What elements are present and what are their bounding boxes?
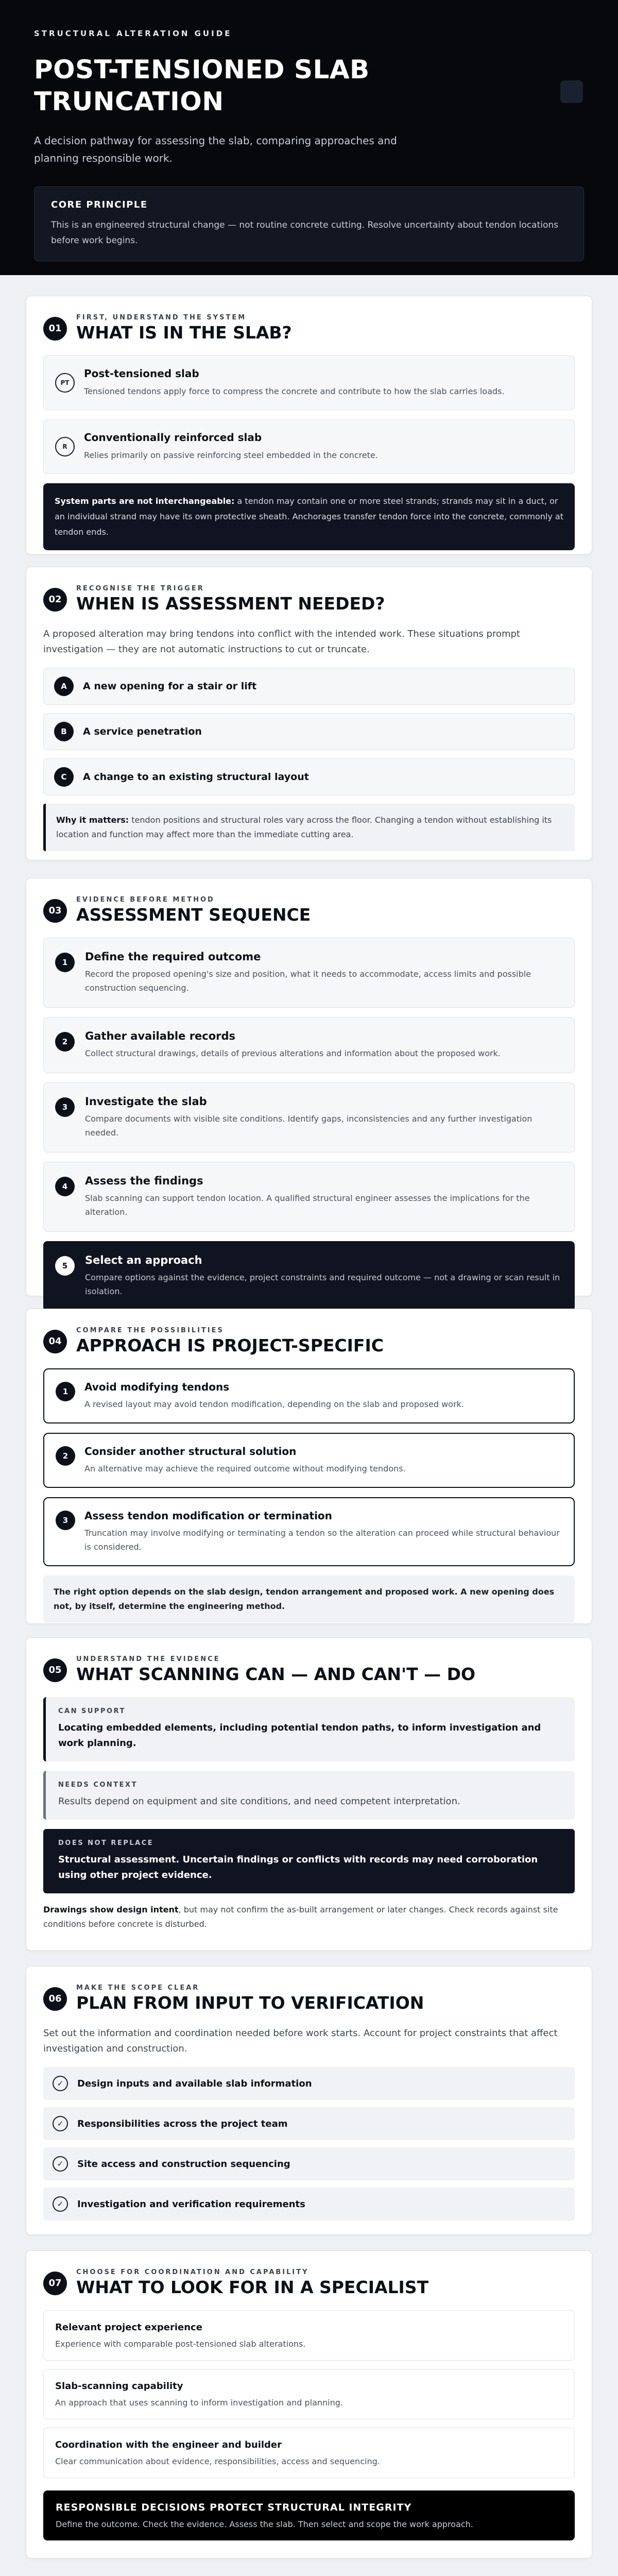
step-number: 4 bbox=[55, 1177, 75, 1196]
checklist-item bbox=[43, 2147, 575, 2180]
step-number: 5 bbox=[55, 1256, 75, 1276]
approach-note: The right option depends on the slab design, tendon arrangement and proposed work. A new opening does not, by itself, determine the engineering method. bbox=[43, 1575, 575, 1623]
section-plan bbox=[26, 1966, 592, 2235]
step-item bbox=[43, 1017, 575, 1073]
step-desc: Collect structural drawings, details of previous alterations and information about the proposed work. bbox=[85, 1048, 501, 1058]
checklist-text: Site access and construction sequencing bbox=[77, 2158, 290, 2170]
section-number: 04 bbox=[43, 1330, 67, 1353]
step-title: Gather available records bbox=[85, 1030, 236, 1042]
criterion-desc: Experience with comparable post-tensioned slab alterations. bbox=[55, 2339, 306, 2349]
option-reinforced bbox=[43, 419, 575, 474]
note-text: tendon positions and structural roles vary across the floor. Changing a tendon without establishing its location and function may affect more than the immediate cutting area. bbox=[56, 815, 552, 839]
footnote-text: , but may not confirm the as-built arrangement or later changes. Check records against site conditions before concrete is disturbed. bbox=[43, 1905, 558, 1929]
r-badge-icon: R bbox=[55, 437, 75, 456]
hero-lead: A decision pathway for assessing the slab, comparing approaches and planning responsible work. bbox=[34, 134, 397, 164]
checklist-item bbox=[43, 2067, 575, 2100]
section-intro: A proposed alteration may bring tendons into conflict with the intended work. These situations prompt investigation — they are not automatic instructions to cut or truncate. bbox=[43, 629, 520, 655]
page-title-line2: TRUNCATION bbox=[34, 87, 224, 116]
approach-option bbox=[43, 1433, 575, 1488]
list-item bbox=[43, 758, 575, 795]
option-title: Conventionally reinforced slab bbox=[84, 431, 262, 444]
criterion-title: Slab-scanning capability bbox=[55, 2381, 183, 2392]
pt-badge-icon: PT bbox=[55, 373, 75, 393]
section-title: WHAT SCANNING CAN — AND CAN'T — DO bbox=[76, 1664, 476, 1684]
section-title: PLAN FROM INPUT TO VERIFICATION bbox=[76, 1993, 424, 2013]
scan-label: DOES NOT REPLACE bbox=[58, 1839, 154, 1847]
list-item bbox=[43, 668, 575, 705]
scan-can-support bbox=[43, 1697, 575, 1761]
scan-label: NEEDS CONTEXT bbox=[58, 1781, 138, 1789]
check-icon: ✓ bbox=[53, 2156, 68, 2172]
step-title: Assess the findings bbox=[85, 1175, 203, 1187]
section-title: ASSESSMENT SEQUENCE bbox=[76, 905, 311, 925]
note-text: a tendon may contain one or more steel strands; strands may sit in a duct, or an individual strand may have its own protective sheath. Anchorages transfer tendon force into the concrete, commonly at tendon ends. bbox=[55, 496, 564, 537]
section-scanning bbox=[26, 1637, 592, 1951]
section-title: WHAT TO LOOK FOR IN A SPECIALIST bbox=[76, 2277, 429, 2297]
step-number: 2 bbox=[55, 1032, 75, 1052]
option-desc: Relies primarily on passive reinforcing steel embedded in the concrete. bbox=[84, 450, 378, 460]
section-title: WHEN IS ASSESSMENT NEEDED? bbox=[76, 594, 385, 614]
section-specialist bbox=[26, 2250, 592, 2558]
section-eyebrow: FIRST, UNDERSTAND THE SYSTEM bbox=[76, 314, 247, 321]
hero-header bbox=[0, 0, 618, 275]
step-item-highlight bbox=[43, 1241, 575, 1311]
section-intro: Set out the information and coordination needed before work starts. Account for project constraints that affect investigation and construction. bbox=[43, 2028, 558, 2054]
section-eyebrow: CHOOSE FOR COORDINATION AND CAPABILITY bbox=[76, 2268, 309, 2276]
option-title: Post-tensioned slab bbox=[84, 367, 199, 380]
criterion-title: Relevant project experience bbox=[55, 2322, 202, 2333]
criterion-title: Coordination with the engineer and builder bbox=[55, 2439, 282, 2450]
section-eyebrow: RECOGNISE THE TRIGGER bbox=[76, 585, 204, 592]
section-assessment-sequence bbox=[26, 878, 592, 1296]
section-number: 01 bbox=[43, 317, 67, 341]
why-it-matters-note bbox=[43, 804, 575, 851]
specialist-criterion bbox=[43, 2310, 575, 2361]
checklist-text: Responsibilities across the project team bbox=[77, 2118, 288, 2129]
option-desc: Tensioned tendons apply force to compress the concrete and contribute to how the slab carries loads. bbox=[84, 386, 505, 396]
section-number: 05 bbox=[43, 1658, 67, 1682]
footnote-bold: Drawings show design intent bbox=[43, 1905, 179, 1914]
approach-desc: Truncation may involve modifying or terminating a tendon so the alteration can proceed while structural behaviour is considered. bbox=[84, 1528, 560, 1552]
section-what-is-in-slab bbox=[26, 296, 592, 554]
step-number: 1 bbox=[55, 953, 75, 972]
check-icon: ✓ bbox=[53, 2076, 68, 2091]
section-approach bbox=[26, 1309, 592, 1624]
scan-label: CAN SUPPORT bbox=[58, 1707, 126, 1715]
hero-decoration bbox=[560, 80, 583, 103]
approach-option bbox=[43, 1497, 575, 1566]
list-item-text: A service penetration bbox=[83, 726, 202, 737]
approach-number: 2 bbox=[56, 1446, 75, 1466]
section-eyebrow: UNDERSTAND THE EVIDENCE bbox=[76, 1655, 220, 1663]
check-icon: ✓ bbox=[53, 2116, 68, 2131]
scan-needs-context bbox=[43, 1771, 575, 1820]
scan-text: Locating embedded elements, including potential tendon paths, to inform investigation and work planning. bbox=[58, 1722, 541, 1749]
step-title: Select an approach bbox=[85, 1254, 202, 1266]
step-desc: Compare documents with visible site conditions. Identify gaps, inconsistencies and any further investigation needed. bbox=[85, 1114, 533, 1138]
scan-text: Results depend on equipment and site conditions, and need competent interpretation. bbox=[58, 1796, 460, 1807]
step-desc: Record the proposed opening's size and position, what it needs to accommodate, access limits and possible construction sequencing. bbox=[85, 969, 531, 993]
list-item-text: A change to an existing structural layout bbox=[83, 771, 309, 783]
specialist-criterion bbox=[43, 2369, 575, 2419]
step-desc: Compare options against the evidence, project constraints and required outcome — not a drawing or scan result in isolation. bbox=[85, 1273, 560, 1296]
checklist-text: Design inputs and available slab information bbox=[77, 2078, 312, 2089]
step-item bbox=[43, 1082, 575, 1153]
option-post-tensioned bbox=[43, 355, 575, 410]
scan-footnote bbox=[43, 1903, 575, 1931]
specialist-criterion bbox=[43, 2428, 575, 2478]
closing-text: Define the outcome. Check the evidence. Assess the slab. Then select and scope the work approach. bbox=[56, 2519, 473, 2529]
hero-kicker: STRUCTURAL ALTERATION GUIDE bbox=[34, 29, 232, 38]
step-desc: Slab scanning can support tendon location. A qualified structural engineer assesses the implications for the alteration. bbox=[85, 1193, 530, 1217]
step-title: Define the required outcome bbox=[85, 951, 261, 963]
checklist-item bbox=[43, 2188, 575, 2221]
step-title: Investigate the slab bbox=[85, 1095, 207, 1108]
letter-badge: C bbox=[54, 767, 74, 787]
step-item bbox=[43, 1162, 575, 1232]
core-principle-text: This is an engineered structural change — not routine concrete cutting. Resolve uncertainty about tendon locations before work begins. bbox=[51, 220, 558, 246]
page-title bbox=[34, 54, 584, 117]
approach-desc: An alternative may achieve the required outcome without modifying tendons. bbox=[84, 1464, 406, 1473]
system-parts-note bbox=[43, 483, 575, 550]
step-number: 3 bbox=[55, 1097, 75, 1117]
approach-number: 3 bbox=[56, 1511, 75, 1530]
scan-text: Structural assessment. Uncertain findings or conflicts with records may need corroboration using other project evidence. bbox=[58, 1854, 538, 1880]
core-principle-label: CORE PRINCIPLE bbox=[51, 199, 148, 210]
approach-option bbox=[43, 1368, 575, 1423]
approach-title: Consider another structural solution bbox=[84, 1445, 297, 1458]
section-title: WHAT IS IN THE SLAB? bbox=[76, 323, 292, 343]
scan-does-not-replace bbox=[43, 1829, 575, 1893]
section-number: 07 bbox=[43, 2272, 67, 2295]
core-principle-panel bbox=[34, 187, 584, 261]
letter-badge: B bbox=[54, 722, 74, 741]
section-title: APPROACH IS PROJECT-SPECIFIC bbox=[76, 1335, 384, 1355]
list-item-text: A new opening for a stair or lift bbox=[83, 681, 257, 692]
section-number: 06 bbox=[43, 1987, 67, 2011]
section-when-assessment-needed bbox=[26, 567, 592, 860]
section-eyebrow: EVIDENCE BEFORE METHOD bbox=[76, 896, 215, 904]
checklist-item bbox=[43, 2107, 575, 2140]
letter-badge: A bbox=[54, 676, 74, 696]
checklist-text: Investigation and verification requirements bbox=[77, 2198, 305, 2210]
note-bold: Why it matters: bbox=[56, 815, 129, 825]
closing-title: RESPONSIBLE DECISIONS PROTECT STRUCTURAL INTEGRITY bbox=[56, 2502, 412, 2513]
section-eyebrow: COMPARE THE POSSIBILITIES bbox=[76, 1327, 224, 1334]
list-item bbox=[43, 713, 575, 750]
criterion-desc: An approach that uses scanning to inform investigation and planning. bbox=[55, 2398, 343, 2408]
section-eyebrow: MAKE THE SCOPE CLEAR bbox=[76, 1984, 200, 1992]
note-bold: System parts are not interchangeable: bbox=[55, 496, 235, 506]
page-title-line1: POST-TENSIONED SLAB bbox=[34, 55, 370, 84]
approach-title: Assess tendon modification or termination bbox=[84, 1510, 332, 1522]
criterion-desc: Clear communication about evidence, responsibilities, access and sequencing. bbox=[55, 2456, 380, 2466]
step-item bbox=[43, 938, 575, 1008]
approach-desc: A revised layout may avoid tendon modification, depending on the slab and proposed work. bbox=[84, 1399, 464, 1409]
closing-callout bbox=[43, 2490, 575, 2540]
approach-number: 1 bbox=[56, 1382, 75, 1401]
section-number: 02 bbox=[43, 588, 67, 612]
check-icon: ✓ bbox=[53, 2196, 68, 2212]
approach-title: Avoid modifying tendons bbox=[84, 1381, 230, 1393]
section-number: 03 bbox=[43, 899, 67, 923]
